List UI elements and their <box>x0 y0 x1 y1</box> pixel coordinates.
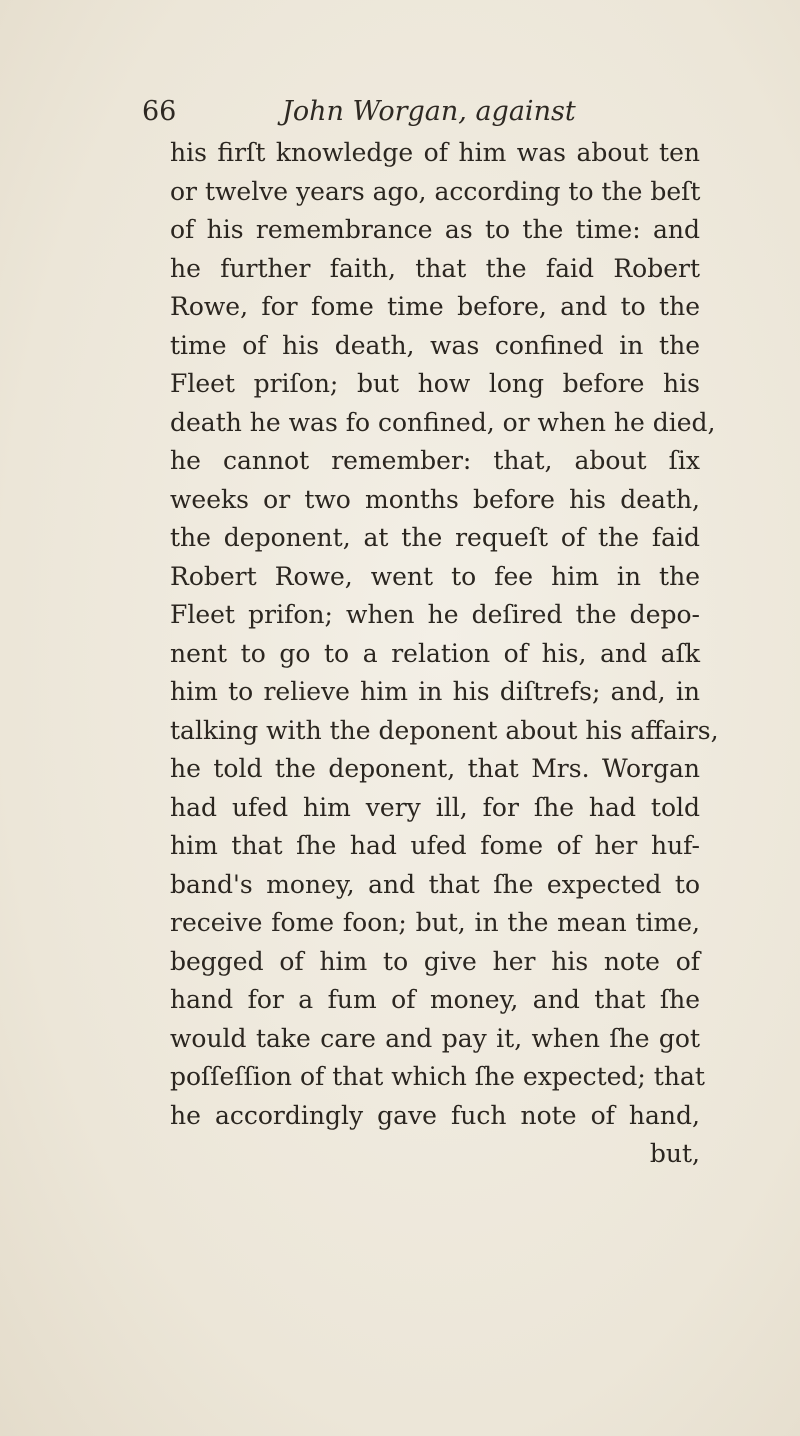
page-header <box>142 92 702 132</box>
body-text <box>170 134 719 1174</box>
text-line: or twelve years ago, according to the beſt <box>170 176 701 206</box>
text-line: Robert Rowe, went to fee him in the <box>170 561 700 591</box>
text-line: hand for a fum of money, and that ſhe <box>170 985 700 1014</box>
text-line: nent to go to a relation of his, and aſk <box>170 638 700 668</box>
text-line: Rowe, for fome time before, and to the <box>170 292 700 321</box>
text-line: he further faith, that the faid Robert <box>170 253 700 283</box>
text-line: receive fome foon; but, in the mean time, <box>170 908 700 937</box>
text-line: band's money, and that ſhe expected to <box>170 869 700 899</box>
text-line: the deponent, at the requeſt of the faid <box>170 523 700 552</box>
text-line: weeks or two months before his death, <box>170 484 700 514</box>
text-line: him to relieve him in his diſtrefs; and, in <box>170 677 700 706</box>
running-head: John Worgan, against <box>282 96 576 127</box>
text-line: he cannot remember: that, about ſix <box>170 446 700 475</box>
text-line: had ufed him very ill, for ſhe had told <box>170 792 700 822</box>
text-line: begged of him to give her his note of <box>170 946 700 976</box>
text-line: he accordingly gave fuch note of hand, <box>170 1100 700 1130</box>
text-line: his firſt knowledge of him was about ten <box>170 138 700 167</box>
text-line: talking with the deponent about his affairs, <box>170 715 719 745</box>
text-line: Fleet prifon; when he deſired the depo- <box>170 600 700 629</box>
text-line: him that ſhe had ufed fome of her huf- <box>170 831 700 860</box>
text-line: would take care and pay it, when ſhe got <box>170 1023 700 1053</box>
page-number: 66 <box>142 96 177 127</box>
text-line: Fleet priſon; but how long before his <box>170 369 700 398</box>
catchword: but, <box>649 1139 700 1168</box>
text-line: death he was fo confined, or when he died, <box>170 407 716 437</box>
text-line: he told the deponent, that Mrs. Worgan <box>170 754 700 783</box>
text-line: time of his death, was confined in the <box>170 330 700 360</box>
text-line: of his remembrance as to the time: and <box>170 215 700 244</box>
text-line: poſſeſſion of that which ſhe expected; that <box>170 1062 705 1091</box>
